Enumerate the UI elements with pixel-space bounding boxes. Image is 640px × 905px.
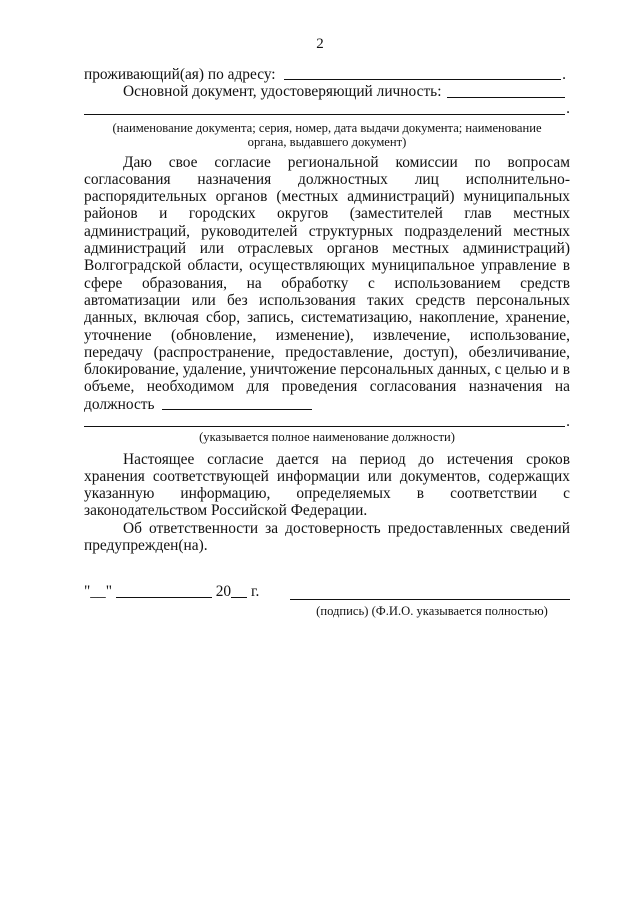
period-paragraph: Настоящее согласие дается на период до истечения сроков хранения соответствующей информации или документов, содержащих указанную информацию, определяемых в соответствии с законодательством Российской Федерации. <box>84 450 570 520</box>
signature-row <box>84 583 570 623</box>
position-line <box>84 413 570 430</box>
date-month-field[interactable] <box>116 584 212 598</box>
date-year-prefix: 20 <box>215 583 232 601</box>
date-year-field[interactable] <box>231 584 247 598</box>
date-quote-close: " <box>105 583 112 601</box>
id-document-line <box>84 83 570 100</box>
id-document-caption-line-2: органа, выдавшего документ) <box>247 135 407 150</box>
id-document-caption <box>84 121 570 150</box>
id-document-end: . <box>566 100 570 118</box>
id-document-field[interactable] <box>447 84 565 98</box>
signature-caption: (подпись) (Ф.И.О. указывается полностью) <box>316 604 548 619</box>
responsibility-paragraph: Об ответственности за достоверность предоставленных сведений предупрежден(на). <box>84 519 570 555</box>
consent-paragraph <box>84 154 570 413</box>
address-end: . <box>562 66 566 83</box>
position-end: . <box>566 412 570 430</box>
date-field <box>84 583 259 600</box>
date-quote-open: " <box>84 583 91 601</box>
date-year-suffix: г. <box>250 583 260 601</box>
signature-field[interactable] <box>290 583 570 600</box>
date-day-field[interactable]: __ <box>90 583 106 601</box>
consent-text: Даю свое согласие региональной комиссии по вопросам согласования назначения должностных лиц исполнительно-распорядительных органов (местных администраций) муниципальных районов и городских округов (заместителей глав местных администраций, руководителей структурных подразделений местных администраций или отраслевых органов местных администраций) Волгоградской области, осуществляющих муниципальное управление в сфере образования, на обработку с использованием средств автоматизации или без использования таких средств персональных данных, включая сбор, запись, систематизацию, накопление, хранение, уточнение (обновление, изменение), извлечение, использование, передачу (распространение, предоставление, доступ), обезличивание, блокирование, удаление, уничтожение персональных данных, с целью и в объеме, необходимом для проведения согласования назначения на должность <box>84 153 570 413</box>
address-field[interactable] <box>284 66 562 80</box>
id-document-caption-line-1: (наименование документа; серия, номер, дата выдачи документа; наименование <box>112 120 542 135</box>
page-number: 2 <box>316 36 324 52</box>
position-caption: (указывается полное наименование должности) <box>199 430 455 445</box>
id-document-label: Основной документ, удостоверяющий личность: <box>123 83 442 101</box>
address-label: проживающий(ая) по адресу: <box>84 66 276 83</box>
consent-form <box>84 66 570 623</box>
id-document-line-2 <box>84 101 570 118</box>
position-field-2[interactable] <box>84 413 565 427</box>
id-document-field-2[interactable] <box>84 101 565 115</box>
position-field[interactable] <box>162 396 312 410</box>
address-line <box>84 66 570 83</box>
